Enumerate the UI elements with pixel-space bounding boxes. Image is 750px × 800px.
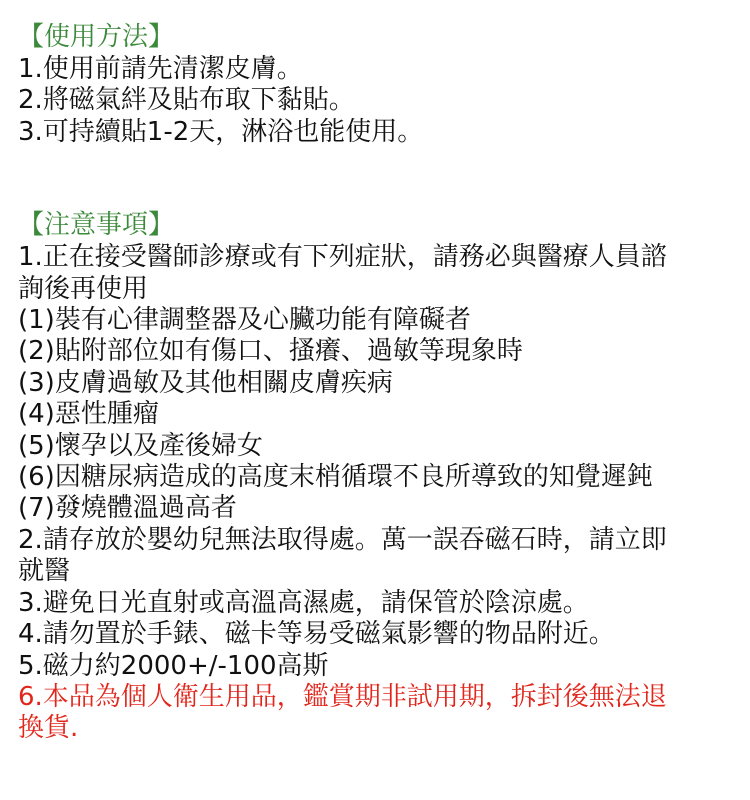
notes-section	[18, 208, 732, 745]
note-line: 1.正在接受醫師診療或有下列症狀，請務必與醫療人員諮	[18, 242, 667, 273]
usage-step-1: 1.使用前請先清潔皮膚。	[18, 54, 303, 84]
usage-step-2: 2.將磁氣絆及貼布取下黏貼。	[18, 85, 355, 116]
usage-section	[18, 20, 732, 148]
note-line: 2.請存放於嬰幼兒無法取得處。萬一誤吞磁石時，請立即	[18, 524, 667, 555]
note-line: 就醫	[18, 556, 71, 587]
note-line: (1)裝有心律調整器及心臟功能有障礙者	[18, 305, 471, 336]
note-line: 詢後再使用	[18, 273, 149, 304]
note-line: 4.請勿置於手錶、磁卡等易受磁氣影響的物品附近。	[18, 619, 615, 650]
note-line: (5)懷孕以及產後婦女	[18, 430, 263, 461]
note-line: (7)發燒體溫過高者	[18, 493, 237, 524]
note-line: 5.磁力約2000+/-100高斯	[18, 650, 329, 681]
warning-line: 換貨.	[18, 713, 79, 744]
usage-step-3: 3.可持續貼1-2天，淋浴也能使用。	[18, 116, 424, 147]
warning-line: 6.本品為個人衛生用品，鑑賞期非試用期，拆封後無法退	[18, 681, 667, 712]
note-line: (4)惡性腫瘤	[18, 399, 159, 430]
section-spacer	[18, 148, 732, 208]
notes-title: 【注意事項】	[18, 210, 175, 241]
note-line: (2)貼附部位如有傷口、搔癢、過敏等現象時	[18, 336, 523, 367]
note-line: 3.避免日光直射或高溫高濕處，請保管於陰涼處。	[18, 587, 589, 618]
usage-title: 【使用方法】	[18, 22, 175, 52]
note-line: (3)皮膚過敏及其他相關皮膚疾病	[18, 367, 393, 398]
note-line: (6)因糖尿病造成的高度末梢循環不良所導致的知覺遲鈍	[18, 462, 653, 493]
